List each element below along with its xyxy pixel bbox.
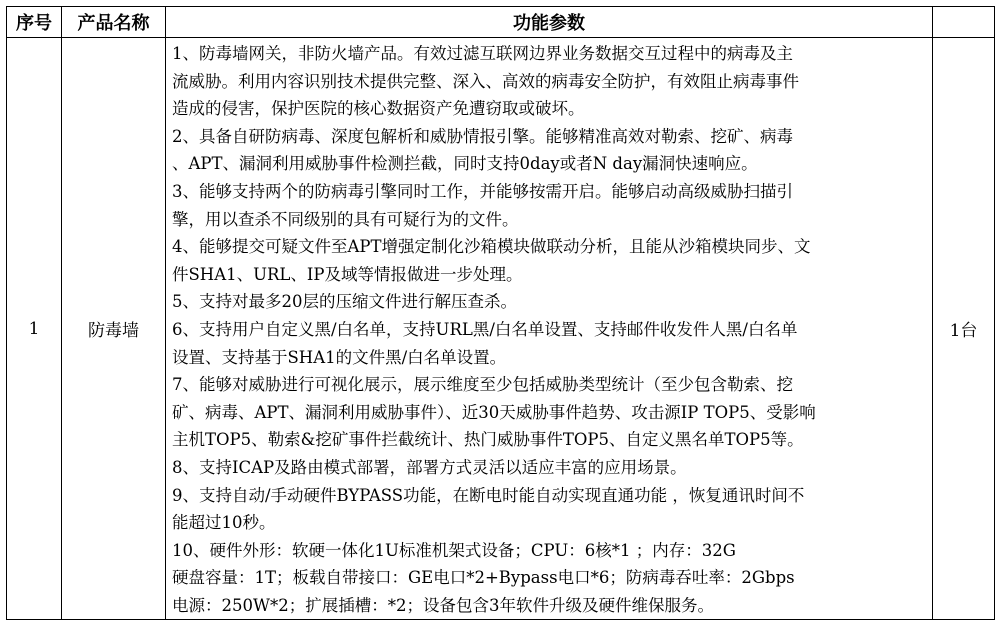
param-line: 件SHA1、URL、IP及域等情报做进一步处理。 bbox=[172, 264, 523, 284]
row-params bbox=[166, 38, 933, 620]
param-line: 能超过10秒。 bbox=[172, 513, 276, 533]
param-line: 流威胁。利用内容识别技术提供完整、深入、高效的病毒安全防护，有效阻止病毒事件 bbox=[172, 71, 799, 91]
param-line: 2、具备自研防病毒、深度包解析和威胁情报引擎。能够精准高效对勒索、挖矿、病毒 bbox=[172, 126, 793, 146]
param-line: 、APT、漏洞利用威胁事件检测拦截，同时支持0day或者N day漏洞快速响应。 bbox=[172, 154, 758, 174]
param-line: 矿、病毒、APT、漏洞利用威胁事件）、近30天威胁事件趋势、攻击源IP TOP5、受影响 bbox=[172, 402, 816, 422]
row-qty: 1台 bbox=[933, 38, 995, 620]
param-line: 4、能够提交可疑文件至APT增强定制化沙箱模块做联动分析，且能从沙箱模块同步、文 bbox=[172, 237, 811, 257]
param-line: 主机TOP5、勒索&挖矿事件拦截统计、热门威胁事件TOP5、自定义黑名单TOP5等。 bbox=[172, 430, 804, 450]
param-line: 9、支持自动/手动硬件BYPASS功能，在断电时能自动实现直通功能 ，恢复通讯时间不 bbox=[172, 485, 805, 505]
param-line: 3、能够支持两个的防病毒引擎同时工作，并能够按需开启。能够启动高级威胁扫描引 bbox=[172, 181, 793, 201]
header-product-name: 产品名称 bbox=[62, 7, 166, 38]
header-qty bbox=[933, 7, 995, 38]
param-line: 6、支持用户自定义黑/白名单，支持URL黑/白名单设置、支持邮件收发件人黑/白名单 bbox=[172, 319, 798, 339]
param-line: 造成的侵害，保护医院的核心数据资产免遭窃取或破坏。 bbox=[172, 99, 585, 119]
spec-table bbox=[6, 6, 995, 620]
header-row bbox=[7, 7, 995, 38]
header-no: 序号 bbox=[7, 7, 62, 38]
param-line: 1、防毒墙网关，非防火墙产品。有效过滤互联网边界业务数据交互过程中的病毒及主 bbox=[172, 44, 793, 63]
param-line: 10、硬件外形：软硬一体化1U标准机架式设备；CPU：6核*1 ；内存：32G bbox=[172, 540, 736, 560]
param-line: 8、支持ICAP及路由模式部署，部署方式灵活以适应丰富的应用场景。 bbox=[172, 457, 687, 477]
row-no: 1 bbox=[7, 38, 62, 620]
row-product-name: 防毒墙 bbox=[62, 38, 166, 620]
param-line: 设置、支持基于SHA1的文件黑/白名单设置。 bbox=[172, 347, 507, 367]
header-params: 功能参数 bbox=[166, 7, 933, 38]
param-line: 7、能够对威胁进行可视化展示，展示维度至少包括威胁类型统计（至少包含勒索、挖 bbox=[172, 375, 793, 395]
param-line: 擎，用以查杀不同级别的具有可疑行为的文件。 bbox=[172, 209, 519, 229]
param-line: 电源：250W*2；扩展插槽：*2；设备包含3年软件升级及硬件维保服务。 bbox=[172, 595, 714, 615]
param-line: 5、支持对最多20层的压缩文件进行解压查杀。 bbox=[172, 292, 517, 312]
table-row bbox=[7, 38, 995, 620]
param-line: 硬盘容量：1T；板载自带接口：GE电口*2+Bypass电口*6；防病毒吞吐率：2Gbps bbox=[172, 568, 795, 588]
